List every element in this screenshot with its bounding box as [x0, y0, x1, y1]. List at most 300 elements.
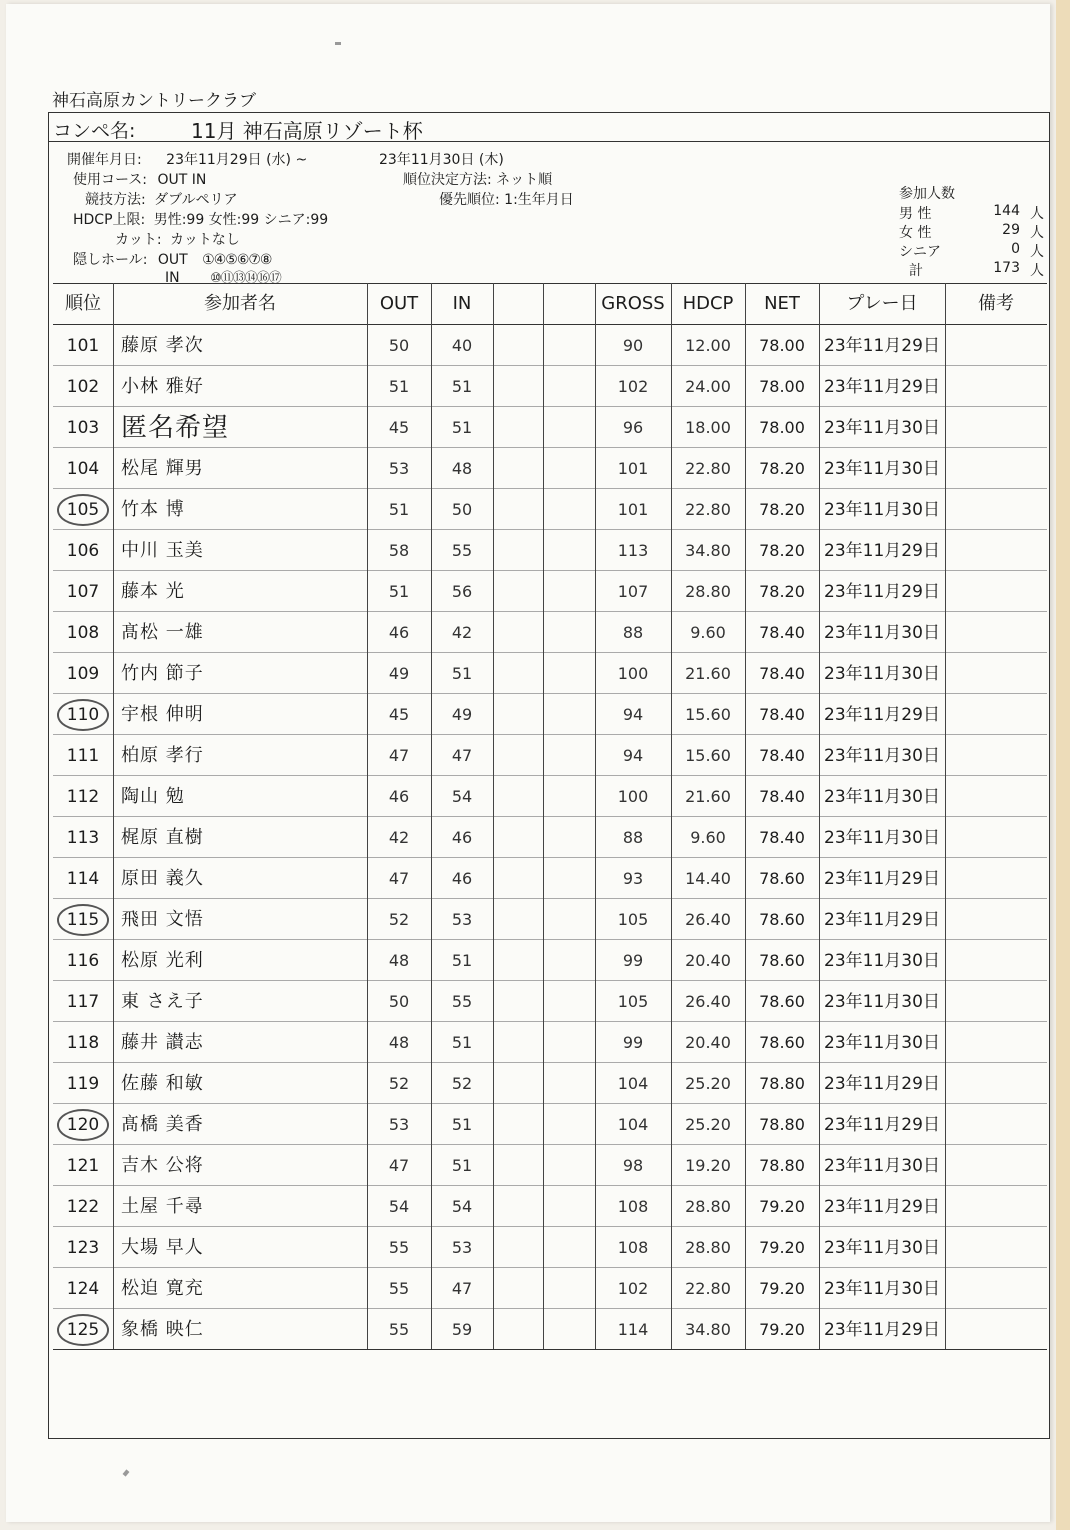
- cell-date: 23年11月29日: [824, 1115, 940, 1135]
- cell-name: 飛田 文悟: [121, 909, 204, 930]
- hdcp-label: HDCP上限:: [73, 212, 146, 228]
- cell-name: 松迫 寛充: [121, 1278, 204, 1299]
- cell-net: 78.00: [759, 418, 805, 437]
- event-date-row: [67, 149, 307, 169]
- cell-in: 42: [451, 623, 473, 642]
- cell-in: 59: [451, 1320, 473, 1339]
- cell-date: 23年11月29日: [824, 582, 940, 602]
- cell-out: 53: [388, 1115, 410, 1134]
- cell-rank: 117: [66, 992, 100, 1012]
- column-divider: [367, 283, 368, 1349]
- cell-hdcp: 15.60: [685, 746, 731, 765]
- cell-rank: [53, 898, 113, 939]
- cell-in: 54: [451, 787, 473, 806]
- paper-speck: [335, 42, 341, 45]
- cell-net: 79.20: [759, 1238, 805, 1257]
- cell-out: 48: [388, 1033, 410, 1052]
- cell-rank: 104: [66, 459, 100, 479]
- participants-label: 計: [909, 263, 923, 279]
- column-divider: [671, 283, 672, 1349]
- table-row: [53, 570, 1047, 612]
- hidden-holes-out-row: [73, 249, 271, 269]
- cell-gross: 113: [617, 541, 649, 560]
- cell-date: 23年11月29日: [824, 377, 940, 397]
- table-row: [53, 734, 1047, 776]
- cell-date: 23年11月29日: [824, 869, 940, 889]
- cell-net: 78.60: [759, 951, 805, 970]
- cell-rank: 116: [66, 951, 100, 971]
- cell-out: 54: [388, 1197, 410, 1216]
- cell-out: 51: [388, 500, 410, 519]
- cell-gross: 108: [617, 1197, 649, 1216]
- cell-in: 49: [451, 705, 473, 724]
- event-date-label: 開催年月日:: [67, 152, 142, 168]
- column-divider: [945, 283, 946, 1349]
- cell-hdcp: 15.60: [685, 705, 731, 724]
- table-row: [53, 1103, 1047, 1145]
- cell-net: 78.00: [759, 377, 805, 396]
- cell-in: 55: [451, 992, 473, 1011]
- cell-date: 23年11月30日: [824, 1238, 940, 1258]
- cell-rank: 109: [66, 664, 100, 684]
- cell-name: 梶原 直樹: [121, 827, 204, 848]
- participants-unit: 人: [1030, 206, 1044, 222]
- participants-label: 女 性: [899, 225, 932, 241]
- participants-title: 参加人数: [899, 186, 955, 202]
- cell-gross: 90: [622, 336, 644, 355]
- cell-date: 23年11月29日: [824, 1074, 940, 1094]
- cell-net: 78.40: [759, 705, 805, 724]
- cell-net: 78.20: [759, 541, 805, 560]
- cell-rank: 119: [66, 1074, 100, 1094]
- cell-out: 52: [388, 910, 410, 929]
- cell-gross: 94: [622, 705, 644, 724]
- cell-hdcp: 22.80: [685, 459, 731, 478]
- cell-gross: 104: [617, 1115, 649, 1134]
- cell-name: 柏原 孝行: [121, 745, 204, 766]
- cell-rank: 106: [66, 541, 100, 561]
- rank-method-row: [403, 169, 552, 189]
- cell-out: 42: [388, 828, 410, 847]
- cell-net: 78.40: [759, 828, 805, 847]
- table-row: [53, 857, 1047, 899]
- cell-gross: 88: [622, 828, 644, 847]
- column-divider: [745, 283, 746, 1349]
- column-divider: [113, 283, 114, 1349]
- table-row: [53, 1144, 1047, 1186]
- cell-name: 佐藤 和敏: [121, 1073, 204, 1094]
- cell-net: 79.20: [759, 1197, 805, 1216]
- cell-out: 49: [388, 664, 410, 683]
- cell-hdcp: 25.20: [685, 1115, 731, 1134]
- cell-name: 髙松 一雄: [121, 622, 204, 643]
- cell-net: 78.40: [759, 787, 805, 806]
- cell-out: 53: [388, 459, 410, 478]
- hdcp-value: 男性:99 女性:99 シニア:99: [153, 212, 329, 228]
- participants-unit: 人: [1030, 263, 1044, 279]
- table-row: [53, 611, 1047, 653]
- cell-in: 51: [451, 951, 473, 970]
- table-row: [53, 447, 1047, 489]
- cell-hdcp: 9.60: [690, 623, 726, 642]
- table-row: [53, 1021, 1047, 1063]
- cell-rank: 122: [66, 1197, 100, 1217]
- cell-gross: 114: [617, 1320, 649, 1339]
- cell-gross: 105: [617, 910, 649, 929]
- page-edge: [1056, 0, 1070, 1530]
- cell-in: 53: [451, 910, 473, 929]
- column-divider: [431, 283, 432, 1349]
- method-value: ダブルペリア: [154, 192, 238, 208]
- cell-date: 23年11月30日: [824, 746, 940, 766]
- cell-in: 51: [451, 377, 473, 396]
- cell-date: 23年11月30日: [824, 1279, 940, 1299]
- cell-gross: 101: [617, 500, 649, 519]
- cell-date: 23年11月30日: [824, 1156, 940, 1176]
- circled-rank-mark: 110: [57, 699, 109, 731]
- cell-net: 79.20: [759, 1279, 805, 1298]
- table-row: [53, 488, 1047, 530]
- table-row: [53, 816, 1047, 858]
- cell-in: 51: [451, 664, 473, 683]
- cell-name: 髙橋 美香: [121, 1114, 204, 1135]
- cell-gross: 96: [622, 418, 644, 437]
- cell-in: 54: [451, 1197, 473, 1216]
- cell-hdcp: 25.20: [685, 1074, 731, 1093]
- circled-rank-mark: 115: [57, 904, 109, 936]
- cell-net: 78.00: [759, 336, 805, 355]
- cell-in: 51: [451, 418, 473, 437]
- header-name: 参加者名: [204, 293, 276, 314]
- cell-hdcp: 24.00: [685, 377, 731, 396]
- cell-hdcp: 20.40: [685, 951, 731, 970]
- cell-out: 51: [388, 377, 410, 396]
- participants-unit: 人: [1030, 225, 1044, 241]
- cell-rank: 113: [66, 828, 100, 848]
- cell-rank: 118: [66, 1033, 100, 1053]
- cell-hdcp: 28.80: [685, 1238, 731, 1257]
- cell-gross: 100: [617, 787, 649, 806]
- cell-out: 47: [388, 1156, 410, 1175]
- header-out: OUT: [379, 293, 419, 314]
- header-play-date: プレー日: [846, 293, 918, 314]
- cell-gross: 100: [617, 664, 649, 683]
- header-hdcp: HDCP: [682, 293, 734, 314]
- competition-title-row: [49, 113, 1049, 142]
- cell-hdcp: 22.80: [685, 500, 731, 519]
- cell-gross: 101: [617, 459, 649, 478]
- hidden-in-label: IN: [165, 270, 180, 286]
- cell-net: 78.40: [759, 664, 805, 683]
- header-rank: 順位: [65, 293, 101, 314]
- cell-date: 23年11月29日: [824, 705, 940, 725]
- header-in: IN: [452, 293, 472, 314]
- method-row: [85, 189, 238, 209]
- participants-row-female: [899, 222, 1044, 240]
- cell-out: 47: [388, 869, 410, 888]
- cell-hdcp: 20.40: [685, 1033, 731, 1052]
- cell-rank: 103: [66, 418, 100, 438]
- cell-out: 50: [388, 992, 410, 1011]
- cell-name: 松原 光利: [121, 950, 204, 971]
- cell-date: 23年11月30日: [824, 1033, 940, 1053]
- circled-rank-mark: 105: [57, 494, 109, 526]
- cell-rank: 101: [66, 336, 100, 356]
- table-row: [53, 939, 1047, 981]
- cell-out: 46: [388, 787, 410, 806]
- cell-rank: 124: [66, 1279, 100, 1299]
- cell-name: 松尾 輝男: [121, 458, 204, 479]
- table-header: [53, 283, 1047, 325]
- participants-row-total: [899, 260, 1044, 278]
- cell-gross: 99: [622, 951, 644, 970]
- course-label: 使用コース:: [73, 172, 148, 188]
- cell-net: 78.60: [759, 910, 805, 929]
- cell-hdcp: 28.80: [685, 1197, 731, 1216]
- header-gross: GROSS: [601, 293, 665, 314]
- cell-name: 藤本 光: [121, 581, 185, 602]
- circled-rank-mark: 125: [57, 1314, 109, 1346]
- cell-name: 東 さえ子: [121, 991, 204, 1012]
- participants-label: 男 性: [899, 206, 932, 222]
- cell-out: 55: [388, 1238, 410, 1257]
- participants-value: 0: [1011, 241, 1020, 257]
- cell-out: 45: [388, 705, 410, 724]
- cell-out: 58: [388, 541, 410, 560]
- event-date-from: 23年11月29日 (水) ~: [166, 152, 308, 168]
- cell-rank: 107: [66, 582, 100, 602]
- cell-date: 23年11月30日: [824, 992, 940, 1012]
- cell-in: 51: [451, 1156, 473, 1175]
- table-row: [53, 693, 1047, 735]
- cell-date: 23年11月29日: [824, 910, 940, 930]
- cell-out: 46: [388, 623, 410, 642]
- priority-row: [439, 189, 574, 209]
- cell-rank: [53, 693, 113, 734]
- cell-name: 宇根 伸明: [121, 704, 204, 725]
- rank-method-value: ネット順: [496, 172, 553, 188]
- cell-name: 小林 雅好: [121, 376, 204, 397]
- cell-name: 象橋 映仁: [121, 1319, 204, 1340]
- cell-rank: [53, 488, 113, 529]
- cell-net: 78.60: [759, 869, 805, 888]
- cell-date: 23年11月29日: [824, 336, 940, 356]
- cell-out: 52: [388, 1074, 410, 1093]
- participants-label: シニア: [899, 244, 941, 260]
- cell-hdcp: 19.20: [685, 1156, 731, 1175]
- cell-date: 23年11月30日: [824, 787, 940, 807]
- cell-date: 23年11月29日: [824, 541, 940, 561]
- cell-gross: 107: [617, 582, 649, 601]
- cell-hdcp: 28.80: [685, 582, 731, 601]
- cell-hdcp: 26.40: [685, 910, 731, 929]
- header-net: NET: [764, 293, 800, 314]
- cell-gross: 105: [617, 992, 649, 1011]
- hidden-holes-label: 隠しホール:: [73, 252, 148, 268]
- cell-net: 79.20: [759, 1320, 805, 1339]
- cell-date: 23年11月29日: [824, 1320, 940, 1340]
- table-row: [53, 775, 1047, 817]
- cut-label: カット:: [115, 232, 162, 248]
- cell-hdcp: 34.80: [685, 1320, 731, 1339]
- cell-hdcp: 12.00: [685, 336, 731, 355]
- results-frame: [48, 112, 1050, 1439]
- cell-rank: 112: [66, 787, 100, 807]
- cell-hdcp: 21.60: [685, 664, 731, 683]
- header-remarks: 備考: [978, 293, 1014, 314]
- cell-net: 78.40: [759, 746, 805, 765]
- cell-date: 23年11月30日: [824, 418, 940, 438]
- cell-in: 46: [451, 869, 473, 888]
- table-row: [53, 406, 1047, 448]
- hidden-out-holes: ①④⑤⑥⑦⑧: [202, 252, 272, 268]
- cell-in: 40: [451, 336, 473, 355]
- cut-value: カットなし: [170, 232, 240, 248]
- cell-gross: 104: [617, 1074, 649, 1093]
- cell-gross: 102: [617, 377, 649, 396]
- cell-net: 78.80: [759, 1156, 805, 1175]
- cell-gross: 93: [622, 869, 644, 888]
- cell-rank: 102: [66, 377, 100, 397]
- cell-name: 吉木 公将: [121, 1155, 204, 1176]
- event-date-to: 23年11月30日 (木): [379, 152, 504, 168]
- cell-name: 土屋 千尋: [121, 1196, 204, 1217]
- method-label: 競技方法:: [85, 192, 146, 208]
- cell-date: 23年11月30日: [824, 664, 940, 684]
- cell-out: 51: [388, 582, 410, 601]
- cell-rank: 114: [66, 869, 100, 889]
- cell-gross: 99: [622, 1033, 644, 1052]
- cell-in: 51: [451, 1115, 473, 1134]
- cell-net: 78.60: [759, 992, 805, 1011]
- cell-in: 50: [451, 500, 473, 519]
- cell-in: 55: [451, 541, 473, 560]
- table-row: [53, 1308, 1047, 1350]
- cell-in: 53: [451, 1238, 473, 1257]
- column-divider: [543, 283, 544, 1349]
- cell-net: 78.40: [759, 623, 805, 642]
- cell-hdcp: 14.40: [685, 869, 731, 888]
- table-row: [53, 324, 1047, 366]
- cell-out: 47: [388, 746, 410, 765]
- cell-date: 23年11月30日: [824, 623, 940, 643]
- cell-rank: [53, 1308, 113, 1349]
- cell-gross: 94: [622, 746, 644, 765]
- cell-gross: 98: [622, 1156, 644, 1175]
- cell-date: 23年11月30日: [824, 951, 940, 971]
- table-row: [53, 529, 1047, 571]
- cell-date: 23年11月30日: [824, 459, 940, 479]
- cell-net: 78.20: [759, 500, 805, 519]
- table-row: [53, 1267, 1047, 1309]
- column-divider: [493, 283, 494, 1349]
- cell-net: 78.80: [759, 1074, 805, 1093]
- cell-out: 48: [388, 951, 410, 970]
- cell-net: 78.60: [759, 1033, 805, 1052]
- priority-value: 1:生年月日: [504, 192, 574, 208]
- cell-in: 47: [451, 746, 473, 765]
- cell-rank: 121: [66, 1156, 100, 1176]
- hdcp-row: [73, 209, 328, 229]
- cell-in: 52: [451, 1074, 473, 1093]
- cell-hdcp: 18.00: [685, 418, 731, 437]
- table-row: [53, 1062, 1047, 1104]
- cell-in: 51: [451, 1033, 473, 1052]
- table-row: [53, 1185, 1047, 1227]
- cell-out: 45: [388, 418, 410, 437]
- participants-value: 173: [993, 260, 1020, 276]
- cell-net: 78.20: [759, 582, 805, 601]
- participants-row-male: [899, 203, 1044, 221]
- cell-out: 55: [388, 1320, 410, 1339]
- cell-hdcp: 21.60: [685, 787, 731, 806]
- cell-rank: [53, 1103, 113, 1144]
- cell-in: 47: [451, 1279, 473, 1298]
- course-value: OUT IN: [157, 172, 207, 188]
- cell-hdcp: 26.40: [685, 992, 731, 1011]
- table-row: [53, 365, 1047, 407]
- cell-name: 陶山 勉: [121, 786, 185, 807]
- cell-net: 78.80: [759, 1115, 805, 1134]
- cell-in: 56: [451, 582, 473, 601]
- rank-method-label: 順位決定方法:: [403, 172, 492, 188]
- cell-out: 50: [388, 336, 410, 355]
- cell-hdcp: 34.80: [685, 541, 731, 560]
- cell-gross: 108: [617, 1238, 649, 1257]
- cell-out: 55: [388, 1279, 410, 1298]
- cell-hdcp: 9.60: [690, 828, 726, 847]
- hidden-in-holes: ⑩⑪⑬⑭⑯⑰: [210, 271, 281, 286]
- cell-name: 原田 義久: [121, 868, 204, 889]
- club-name: 神石高原カントリークラブ: [52, 91, 256, 111]
- cell-rank: 123: [66, 1238, 100, 1258]
- cell-rank: 111: [66, 746, 100, 766]
- participants-unit: 人: [1030, 244, 1044, 260]
- cell-name: 大場 早人: [121, 1237, 204, 1258]
- table-row: [53, 898, 1047, 940]
- table-row: [53, 1226, 1047, 1268]
- cell-rank: 108: [66, 623, 100, 643]
- cell-date: 23年11月30日: [824, 500, 940, 520]
- participants-value: 29: [1002, 222, 1020, 238]
- cell-gross: 102: [617, 1279, 649, 1298]
- cell-date: 23年11月30日: [824, 828, 940, 848]
- competition-title: 11月 神石高原リゾート杯: [191, 119, 423, 143]
- cell-in: 48: [451, 459, 473, 478]
- column-divider: [595, 283, 596, 1349]
- cell-hdcp: 22.80: [685, 1279, 731, 1298]
- cell-name: 竹本 博: [121, 499, 185, 520]
- table-row: [53, 980, 1047, 1022]
- cell-name: 竹内 節子: [121, 663, 204, 684]
- cell-name: 藤井 讃志: [121, 1032, 204, 1053]
- participants-row-senior: [899, 241, 1044, 259]
- competition-label: コンペ名:: [53, 120, 136, 142]
- cell-name: 藤原 孝次: [121, 335, 204, 356]
- cell-in: 46: [451, 828, 473, 847]
- cell-date: 23年11月29日: [824, 1197, 940, 1217]
- hidden-out-label: OUT: [157, 252, 188, 268]
- course-row: [73, 169, 206, 189]
- cell-name: 匿名希望: [121, 413, 230, 443]
- cut-row: [115, 229, 240, 249]
- participants-value: 144: [993, 203, 1020, 219]
- table-row: [53, 652, 1047, 694]
- cell-name: 中川 玉美: [121, 540, 204, 561]
- priority-label: 優先順位:: [439, 192, 500, 208]
- column-divider: [819, 283, 820, 1349]
- circled-rank-mark: 120: [57, 1109, 109, 1141]
